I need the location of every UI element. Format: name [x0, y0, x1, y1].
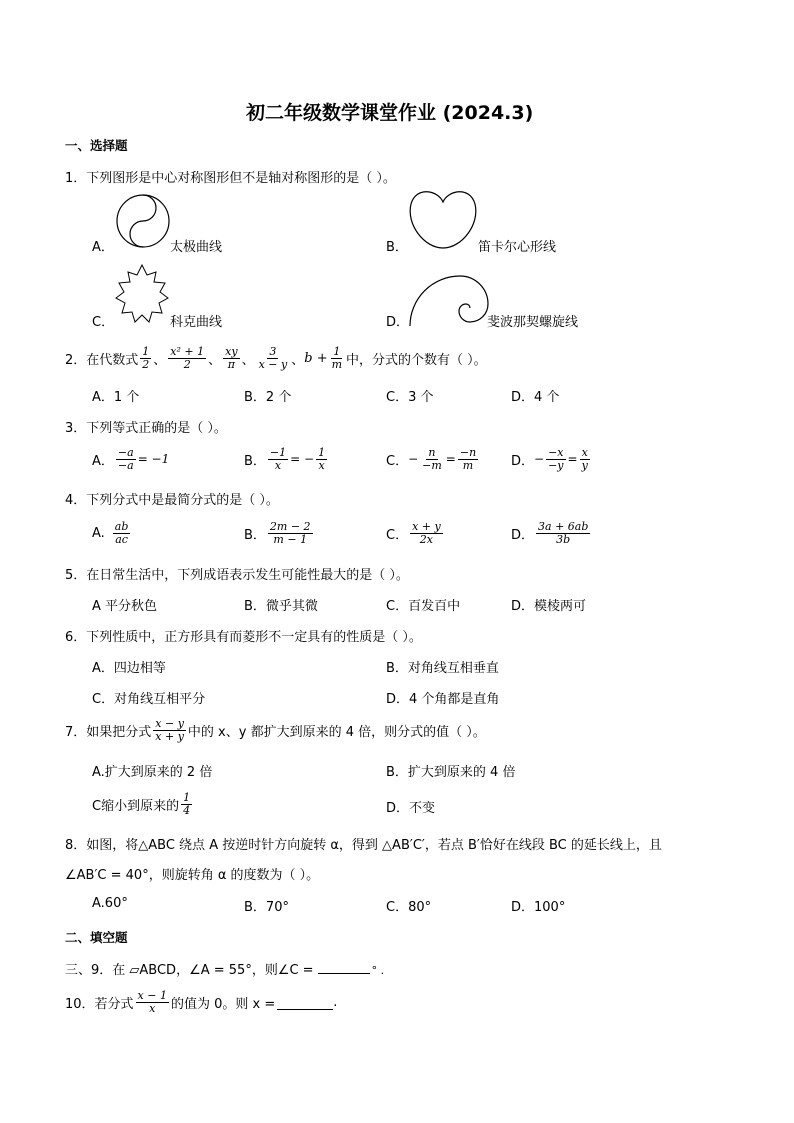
q5-option-d: D．模棱两可: [511, 599, 587, 614]
q7-option-b: B．扩大到原来的 4 倍: [386, 765, 516, 780]
q8-option-d: D．100°: [511, 900, 566, 915]
fraction: [268, 447, 288, 472]
q6-option-a: A．四边相等: [92, 661, 166, 676]
fraction: [316, 447, 327, 472]
question-7-stem: [65, 713, 486, 747]
fraction: [268, 521, 313, 546]
q10-suffix: 的值为 0。则 x =: [170, 996, 276, 1012]
question-9: [65, 959, 384, 978]
fibonacci-spiral-figure: [408, 274, 488, 328]
fraction-denominator: −y: [548, 458, 564, 472]
separator: 、: [291, 352, 305, 368]
fraction-denominator: 2x: [419, 532, 433, 546]
taiji-figure: [115, 193, 171, 249]
fraction-numerator: −n: [459, 445, 477, 459]
q5-option-c: C．百发百中: [386, 599, 461, 614]
fraction-numerator: n: [428, 445, 436, 459]
fraction: [410, 521, 443, 546]
fraction: [420, 447, 444, 472]
question-8-line-2: ∠AB′C = 40°，则旋转角 α 的度数为（ ）。: [65, 868, 320, 883]
q3-option-b: [244, 442, 329, 476]
q2-option-a: A．1 个: [92, 390, 140, 405]
fraction-numerator: x − y: [155, 716, 184, 730]
fraction-3-over-x-minus-y: [257, 346, 290, 371]
q6-option-b: B．对角线互相垂直: [386, 661, 499, 676]
q7-option-d: D．不变: [386, 801, 436, 816]
q3-option-a: [92, 442, 169, 476]
fraction-denominator: m − 1: [273, 532, 308, 546]
option-letter: B．: [244, 453, 266, 469]
fraction-denominator: −a: [117, 458, 134, 472]
fraction-x-minus-y-over-x-plus-y: [153, 718, 186, 743]
fraction-denominator: 3b: [556, 532, 571, 546]
option-letter: D．: [511, 453, 535, 469]
fraction-denominator: 4: [183, 803, 191, 817]
fraction-1-4: [181, 792, 192, 817]
q7-prefix: 7．如果把分式: [65, 724, 152, 740]
question-3-stem: 3．下列等式正确的是（ ）。: [65, 421, 227, 436]
fraction: [458, 447, 478, 472]
fraction-numerator: xy: [225, 344, 238, 358]
q3-option-d: [511, 442, 592, 476]
fraction: [546, 447, 565, 472]
q10-end: .: [333, 994, 338, 1010]
option-letter: C．: [386, 453, 409, 469]
question-6-stem: 6．下列性质中，正方形具有而菱形不一定具有的性质是（ ）。: [65, 630, 422, 645]
option-letter: D．: [511, 527, 535, 543]
q4-option-b: [244, 516, 315, 550]
separator: 、: [153, 352, 167, 368]
q5-option-a: A 平分秋色: [92, 599, 158, 614]
fraction: [116, 447, 136, 472]
fraction: [113, 521, 131, 546]
q2-prefix: 2．在代数式: [65, 352, 139, 368]
q2-option-c: C．3 个: [386, 390, 434, 405]
fraction-denominator: 2: [142, 357, 150, 371]
fraction-numerator: 1: [333, 344, 341, 358]
q8-option-c: C．80°: [386, 900, 432, 915]
koch-snowflake-figure: [113, 263, 171, 325]
option-text: C缩小到原来的: [92, 798, 180, 814]
q4-option-d: [511, 516, 592, 550]
q1-option-a-label: 太极曲线: [170, 240, 223, 255]
option-letter: A.: [92, 525, 105, 541]
question-1-stem: 1．下列图形是中心对称图形但不是轴对称图形的是（ ）。: [65, 171, 396, 186]
q7-option-c: [92, 788, 194, 820]
expr: = −1: [137, 452, 170, 466]
expr: −: [534, 452, 545, 466]
fraction-1-over-m: [330, 346, 344, 371]
fraction-numerator: x² + 1: [170, 344, 205, 358]
fraction-denominator: x + y: [155, 729, 184, 743]
fraction-xy-over-pi: [223, 346, 239, 371]
separator: 、: [241, 352, 255, 368]
fraction-numerator: x: [581, 445, 588, 459]
q2-suffix: 中，分式的个数有（ ）。: [346, 352, 487, 368]
fraction-numerator: 2m − 2: [269, 519, 311, 533]
q9-unit: ° .: [371, 964, 385, 977]
question-8-line-1: 8．如图，将△ABC 绕点 A 按逆时针方向旋转 α，得到 △AB′C′，若点 B′恰好在线段 BC 的延长线上，且: [65, 838, 662, 853]
q6-option-c: C．对角线互相平分: [92, 692, 206, 707]
q7-option-a: A.扩大到原来的 2 倍: [92, 765, 213, 780]
q8-option-b: B．70°: [244, 900, 289, 915]
question-5-stem: 5．在日常生活中，下列成语表示发生可能性最大的是（ ）。: [65, 568, 409, 583]
q1-option-b-label: 笛卡尔心形线: [478, 240, 557, 255]
fraction-numerator: −a: [117, 445, 134, 459]
expr: = −: [290, 452, 315, 466]
fraction-numerator: 3: [269, 344, 277, 358]
cardioid-figure: [408, 188, 478, 250]
fraction-numerator: 1: [318, 445, 326, 459]
fraction-denominator: m: [331, 357, 343, 371]
q1-option-d-letter: D．: [386, 315, 410, 330]
fraction-x2-plus-1-over-2: [168, 346, 206, 371]
fraction-denominator: x: [318, 458, 325, 472]
fraction-denominator: x: [149, 1001, 156, 1015]
q4-option-a: [92, 516, 132, 550]
fraction-numerator: 1: [183, 790, 191, 804]
fraction-numerator: −1: [269, 445, 287, 459]
expr: =: [567, 452, 578, 466]
fraction-numerator: x − 1: [137, 988, 167, 1002]
q6-option-d: D．4 个角都是直角: [386, 692, 500, 707]
fraction-numerator: 1: [142, 344, 150, 358]
expr-b-plus: b +: [304, 350, 328, 366]
option-letter: B．: [244, 527, 266, 543]
q1-option-d-label: 斐波那契螺旋线: [487, 315, 579, 330]
question-4-stem: 4．下列分式中是最简分式的是（ ）。: [65, 493, 279, 508]
q3-option-c: [386, 442, 480, 476]
fraction-denominator: ac: [115, 532, 128, 546]
q10-answer-blank[interactable]: [277, 995, 333, 1010]
section-choice-heading: 一、选择题: [65, 138, 128, 153]
separator: 、: [208, 352, 222, 368]
fraction-numerator: −x: [548, 445, 564, 459]
q7-suffix: 中的 x、y 都扩大到原来的 4 倍，则分式的值（ ）。: [187, 724, 486, 740]
fraction: [580, 447, 590, 472]
fraction-denominator: x − y: [258, 357, 288, 371]
fraction-denominator: 2: [183, 357, 191, 371]
q4-option-c: [386, 516, 445, 550]
q2-option-d: D．4 个: [511, 390, 560, 405]
q1-option-a-letter: A．: [92, 240, 114, 255]
q1-option-c-label: 科克曲线: [170, 315, 223, 330]
fraction-denominator: π: [227, 357, 235, 371]
fraction-numerator: 3a + 6ab: [538, 519, 589, 533]
fraction-denominator: y: [581, 458, 588, 472]
fraction: [536, 521, 590, 546]
q8-option-a: A.60°: [92, 896, 128, 911]
expr: =: [445, 452, 456, 466]
option-letter: C．: [386, 527, 409, 543]
q9-text: 三、9．在 ▱ABCD，∠A = 55°，则∠C =: [65, 963, 314, 978]
page-title: 初二年级数学课堂作业 (2024.3): [246, 102, 534, 124]
q1-option-c-letter: C．: [92, 315, 115, 330]
fraction-denominator: m: [462, 458, 474, 472]
option-letter: A．: [92, 453, 114, 469]
fraction-numerator: ab: [114, 519, 129, 533]
q9-answer-blank[interactable]: [318, 973, 370, 974]
fraction-x-minus-1-over-x: [136, 990, 169, 1015]
fraction-1-2: [140, 346, 151, 371]
question-2-stem: [65, 339, 487, 377]
section-fill-heading: 二、填空题: [65, 930, 128, 945]
q2-option-b: B．2 个: [244, 390, 292, 405]
expr: −: [408, 452, 419, 466]
q10-prefix: 10．若分式: [65, 996, 134, 1012]
fraction-denominator: x: [274, 458, 282, 472]
q1-option-b-letter: B．: [386, 240, 408, 255]
fraction-denominator: −m: [422, 458, 442, 472]
question-10: [65, 985, 337, 1019]
fraction-numerator: x + y: [412, 519, 441, 533]
q5-option-b: B．微乎其微: [244, 599, 318, 614]
